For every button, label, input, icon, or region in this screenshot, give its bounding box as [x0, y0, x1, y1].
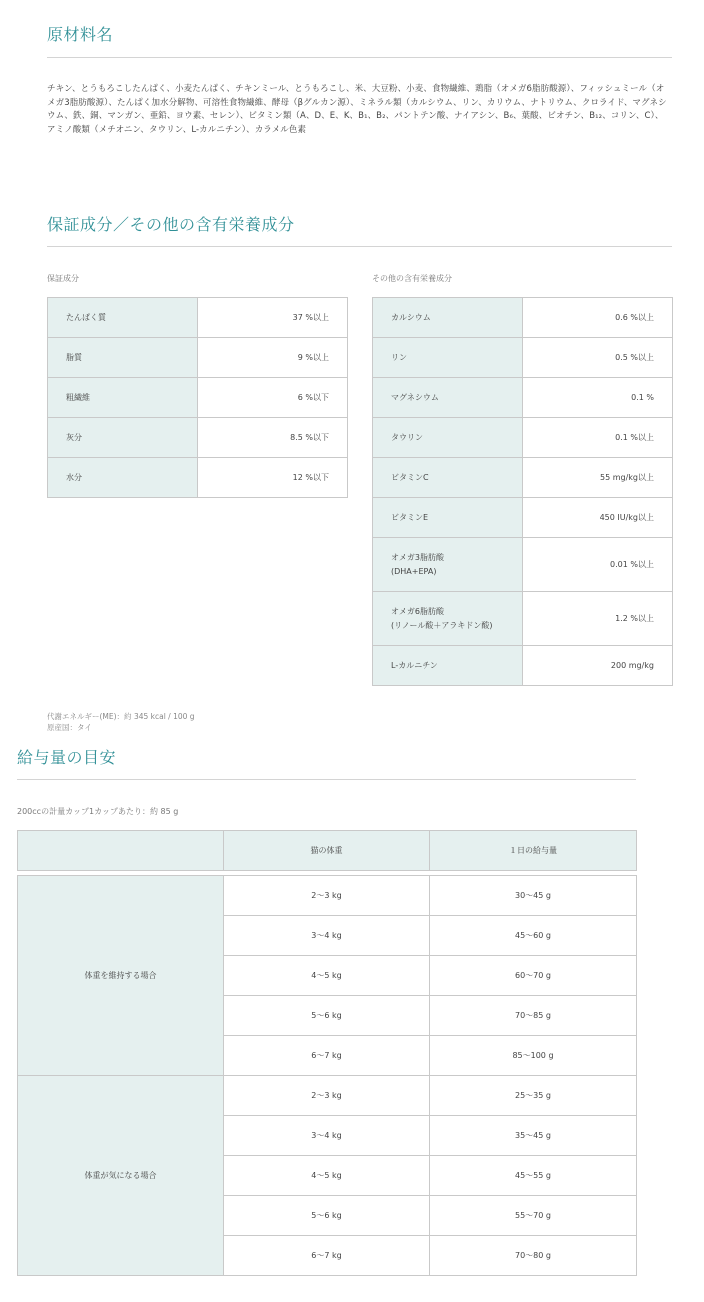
feeding-heading: 給与量の目安	[17, 748, 117, 767]
table-row	[18, 876, 637, 916]
feeding-table	[17, 875, 637, 1276]
weight-cell: 3〜4 kg	[224, 916, 430, 956]
nutrient-name-line2: (DHA+EPA)	[391, 566, 437, 576]
table-row	[18, 1076, 637, 1116]
weight-cell: 2〜3 kg	[224, 1076, 430, 1116]
nutrient-value: 0.1 %以上	[523, 418, 673, 458]
weight-cell: 2〜3 kg	[224, 876, 430, 916]
table-row	[373, 646, 673, 686]
nutrient-name: 水分	[48, 458, 198, 498]
nutrition-heading: 保証成分／その他の含有栄養成分	[47, 215, 295, 234]
nutrient-value: 200 mg/kg	[523, 646, 673, 686]
weight-cell: 5〜6 kg	[224, 1196, 430, 1236]
feeding-header-table	[17, 830, 637, 871]
nutrient-value: 0.01 %以上	[523, 538, 673, 592]
nutrient-name: 灰分	[48, 418, 198, 458]
table-row	[48, 378, 348, 418]
nutrient-value: 0.1 %	[523, 378, 673, 418]
weight-cell: 3〜4 kg	[224, 1116, 430, 1156]
nutrient-value: 55 mg/kg以上	[523, 458, 673, 498]
amount-cell: 85〜100 g	[430, 1036, 637, 1076]
nutrient-name: タウリン	[373, 418, 523, 458]
amount-cell: 55〜70 g	[430, 1196, 637, 1236]
nutrient-name: 脂質	[48, 338, 198, 378]
cup-note: 200ccの計量カップ1カップあたり：約 85 g	[17, 807, 179, 816]
table-row	[373, 538, 673, 592]
nutrient-name-line1: オメガ3脂肪酸	[391, 552, 445, 562]
amount-cell: 45〜60 g	[430, 916, 637, 956]
amount-cell: 70〜80 g	[430, 1236, 637, 1276]
nutrient-name: ビタミンC	[373, 458, 523, 498]
table-row	[48, 338, 348, 378]
guaranteed-label: 保証成分	[47, 274, 79, 283]
table-row	[373, 298, 673, 338]
table-row	[373, 458, 673, 498]
other-nutrients-table	[372, 297, 673, 686]
amount-cell: 60〜70 g	[430, 956, 637, 996]
amount-cell: 35〜45 g	[430, 1116, 637, 1156]
amount-cell: 30〜45 g	[430, 876, 637, 916]
energy-note: 代謝エネルギー(ME)：約 345 kcal / 100 g	[47, 712, 195, 721]
nutrient-name: 粗繊維	[48, 378, 198, 418]
nutrition-divider	[47, 246, 672, 247]
nutrient-name: ビタミンE	[373, 498, 523, 538]
nutrient-name: L-カルニチン	[373, 646, 523, 686]
nutrient-name	[373, 538, 523, 592]
nutrient-value: 12 %以下	[198, 458, 348, 498]
weight-cell: 6〜7 kg	[224, 1236, 430, 1276]
nutrient-value: 8.5 %以下	[198, 418, 348, 458]
nutrient-value: 1.2 %以上	[523, 592, 673, 646]
nutrient-value: 6 %以下	[198, 378, 348, 418]
feeding-divider	[17, 779, 636, 780]
table-row	[373, 592, 673, 646]
table-header-row	[18, 831, 637, 871]
header-blank	[18, 831, 224, 871]
table-row	[48, 458, 348, 498]
nutrient-name	[373, 592, 523, 646]
column-header-weight: 猫の体重	[224, 831, 430, 871]
ingredients-text: チキン、とうもろこしたんぱく、小麦たんぱく、チキンミール、とうもろこし、米、大豆粉、小麦、食物繊維、鶏脂（オメガ6脂肪酸源）、フィッシュミール（オメガ3脂肪酸源）、たんぱく加水分解物、可溶性食物繊維、酵母（βグルカン源）、ミネラル類（カルシウム、リン、カリウム、ナトリウム、クロライド、マグネシウム、鉄、銅、マンガン、亜鉛、ヨウ素、セレン）、ビタミン類（A、D、E、K、B₁、B₂、パントテン酸、ナイアシン、B₆、葉酸、ビオチン、B₁₂、コリン、C）、アミノ酸類（メチオニン、タウリン、L-カルニチン）、カラメル色素	[47, 84, 667, 135]
table-row	[373, 338, 673, 378]
table-row	[373, 378, 673, 418]
weight-cell: 4〜5 kg	[224, 956, 430, 996]
table-row	[48, 298, 348, 338]
weight-cell: 6〜7 kg	[224, 1036, 430, 1076]
nutrient-name: カルシウム	[373, 298, 523, 338]
weight-cell: 4〜5 kg	[224, 1156, 430, 1196]
guaranteed-table	[47, 297, 348, 498]
ingredients-divider	[47, 57, 672, 58]
nutrient-name: マグネシウム	[373, 378, 523, 418]
nutrient-name: リン	[373, 338, 523, 378]
nutrient-name-line2: (リノール酸＋アラキドン酸)	[391, 620, 493, 630]
other-nutrients-label: その他の含有栄養成分	[372, 274, 452, 283]
nutrient-value: 0.6 %以上	[523, 298, 673, 338]
amount-cell: 25〜35 g	[430, 1076, 637, 1116]
origin-note: 原産国：タイ	[47, 723, 92, 732]
amount-cell: 45〜55 g	[430, 1156, 637, 1196]
nutrient-value: 0.5 %以上	[523, 338, 673, 378]
weight-cell: 5〜6 kg	[224, 996, 430, 1036]
table-row	[48, 418, 348, 458]
nutrient-name-line1: オメガ6脂肪酸	[391, 606, 445, 616]
nutrient-name: たんぱく質	[48, 298, 198, 338]
group-label-weight-concern: 体重が気になる場合	[18, 1076, 224, 1276]
group-label-maintain: 体重を維持する場合	[18, 876, 224, 1076]
nutrient-value: 450 IU/kg以上	[523, 498, 673, 538]
column-header-amount: １日の給与量	[430, 831, 637, 871]
nutrient-value: 9 %以上	[198, 338, 348, 378]
table-row	[373, 418, 673, 458]
nutrient-value: 37 %以上	[198, 298, 348, 338]
amount-cell: 70〜85 g	[430, 996, 637, 1036]
ingredients-heading: 原材料名	[47, 25, 114, 44]
table-row	[373, 498, 673, 538]
